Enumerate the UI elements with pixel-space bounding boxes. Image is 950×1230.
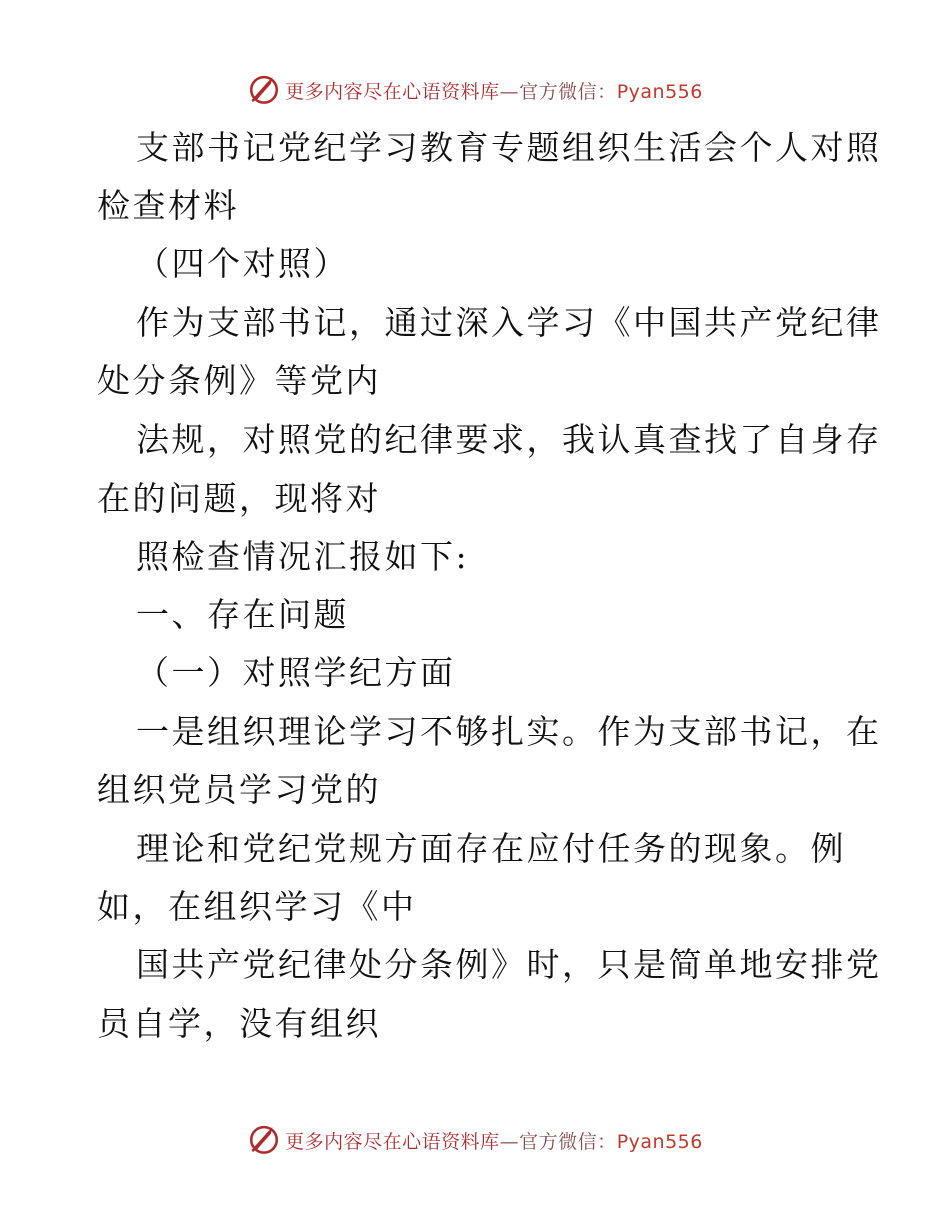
quill-seal-icon xyxy=(247,72,281,106)
watermark-brand: 更多内容尽在心语资料库 xyxy=(285,80,500,103)
document-subtitle: （四个对照） xyxy=(136,244,349,283)
watermark-wechat-label: 官方微信： xyxy=(519,80,617,103)
section-heading: 一、存在问题 xyxy=(136,595,349,634)
paragraph-line: 在的问题，现将对 xyxy=(97,479,381,518)
watermark-separator: — xyxy=(499,80,520,103)
paragraph-line: 法规，对照党的纪律要求，我认真查找了自身存 xyxy=(136,420,882,459)
document-title-line-1: 支部书记党纪学习教育专题组织生活会个人对照 xyxy=(136,128,882,167)
paragraph-line: 理论和党纪党规方面存在应付任务的现象。例 xyxy=(136,829,846,868)
footer-watermark xyxy=(0,1120,950,1160)
watermark-text xyxy=(285,77,703,104)
paragraph-line: 国共产党纪律处分条例》时，只是简单地安排党 xyxy=(136,945,882,984)
paragraph-line: 组织党员学习党的 xyxy=(97,770,381,809)
quill-seal-icon xyxy=(247,1122,281,1156)
header-watermark xyxy=(0,70,950,110)
watermark-wechat-id: Pyan556 xyxy=(616,80,703,103)
paragraph-line: 作为支部书记，通过深入学习《中国共产党纪律 xyxy=(136,303,882,342)
subsection-heading: （一）对照学纪方面 xyxy=(136,653,456,692)
watermark-wechat-id: Pyan556 xyxy=(616,1130,703,1153)
watermark-text xyxy=(285,1127,703,1154)
paragraph-line: 照检查情况汇报如下: xyxy=(136,537,470,576)
watermark-brand: 更多内容尽在心语资料库 xyxy=(285,1130,500,1153)
paragraph-line: 员自学，没有组织 xyxy=(97,1004,381,1043)
paragraph-line: 处分条例》等党内 xyxy=(97,361,381,400)
document-title-line-2: 检查材料 xyxy=(97,186,239,225)
paragraph-line: 如，在组织学习《中 xyxy=(97,887,417,926)
watermark-separator: — xyxy=(499,1130,520,1153)
paragraph-line: 一是组织理论学习不够扎实。作为支部书记，在 xyxy=(136,712,882,751)
watermark-wechat-label: 官方微信： xyxy=(519,1130,617,1153)
